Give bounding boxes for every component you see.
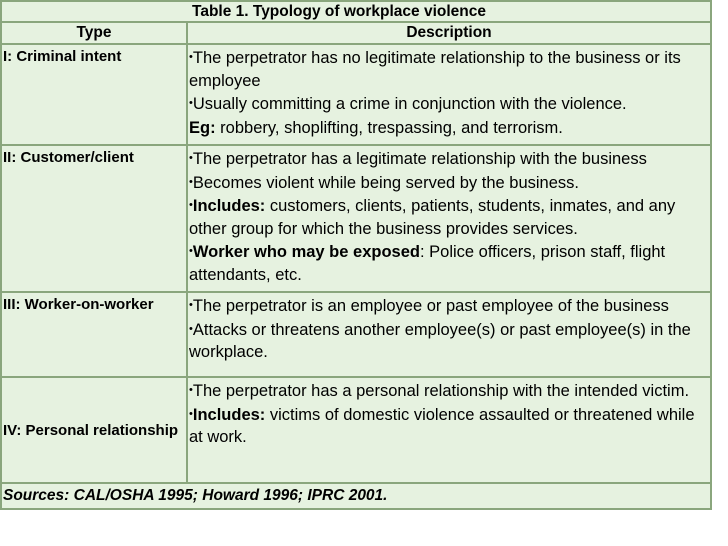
description-cell	[187, 44, 711, 145]
bullet-icon: •	[189, 245, 193, 257]
table-row	[1, 44, 711, 145]
description-cell	[187, 377, 711, 483]
sources-row	[1, 483, 711, 509]
item-text: The perpetrator has a legitimate relationship with the business	[192, 150, 647, 168]
item-text: The perpetrator is an employee or past employee of the business	[192, 297, 669, 315]
description-item	[189, 403, 710, 449]
item-text: Attacks or threatens another employee(s) or past employee(s) in the workplace.	[189, 320, 691, 361]
description-item	[189, 92, 710, 116]
description-item	[189, 240, 710, 286]
item-text: robbery, shoplifting, trespassing, and terrorism.	[215, 118, 563, 137]
table-row	[1, 377, 711, 483]
table-title: Table 1. Typology of workplace violence	[1, 1, 711, 22]
type-cell: IV: Personal relationship	[1, 377, 187, 483]
type-cell: I: Criminal intent	[1, 44, 187, 145]
header-row	[1, 22, 711, 44]
item-lead: Worker who may be exposed	[192, 243, 420, 261]
bullet-icon: •	[189, 97, 193, 109]
header-type: Type	[1, 22, 187, 44]
description-cell	[187, 145, 711, 292]
bullet-icon: •	[189, 322, 193, 335]
item-text: victims of domestic violence assaulted or threatened while at work.	[189, 405, 695, 446]
description-item	[189, 147, 710, 171]
type-cell: II: Customer/client	[1, 145, 187, 292]
title-row	[1, 1, 711, 22]
item-text: Usually committing a crime in conjunction with the violence.	[192, 95, 627, 113]
bullet-icon: •	[189, 152, 193, 164]
bullet-icon: •	[189, 51, 193, 63]
item-lead: Includes:	[192, 197, 266, 215]
description-item	[189, 194, 710, 240]
bullet-icon: •	[189, 299, 193, 311]
type-cell: III: Worker-on-worker	[1, 292, 187, 377]
item-text: The perpetrator has no legitimate relationship to the business or its employee	[189, 49, 681, 90]
sources-note: Sources: CAL/OSHA 1995; Howard 1996; IPRC 2001.	[1, 483, 711, 509]
item-text: The perpetrator has a personal relationship with the intended victim.	[192, 382, 690, 400]
item-text: customers, clients, patients, students, inmates, and any other group for which the business provides services.	[189, 197, 676, 238]
description-item	[189, 116, 710, 140]
description-item	[189, 294, 710, 318]
header-description: Description	[187, 22, 711, 44]
description-item	[189, 46, 710, 92]
item-lead: Eg:	[189, 118, 216, 137]
description-item	[189, 318, 710, 364]
description-cell	[187, 292, 711, 377]
table-row	[1, 145, 711, 292]
bullet-icon: •	[189, 175, 193, 188]
item-text: Becomes violent while being served by the business.	[192, 173, 579, 192]
description-item	[189, 171, 710, 195]
item-lead: Includes:	[192, 405, 266, 424]
table-row	[1, 292, 711, 377]
description-item	[189, 379, 710, 403]
bullet-icon: •	[189, 199, 193, 211]
bullet-icon: •	[189, 384, 193, 396]
item-text: : Police officers, prison staff, flight attendants, etc.	[189, 243, 666, 284]
bullet-icon: •	[189, 407, 193, 420]
